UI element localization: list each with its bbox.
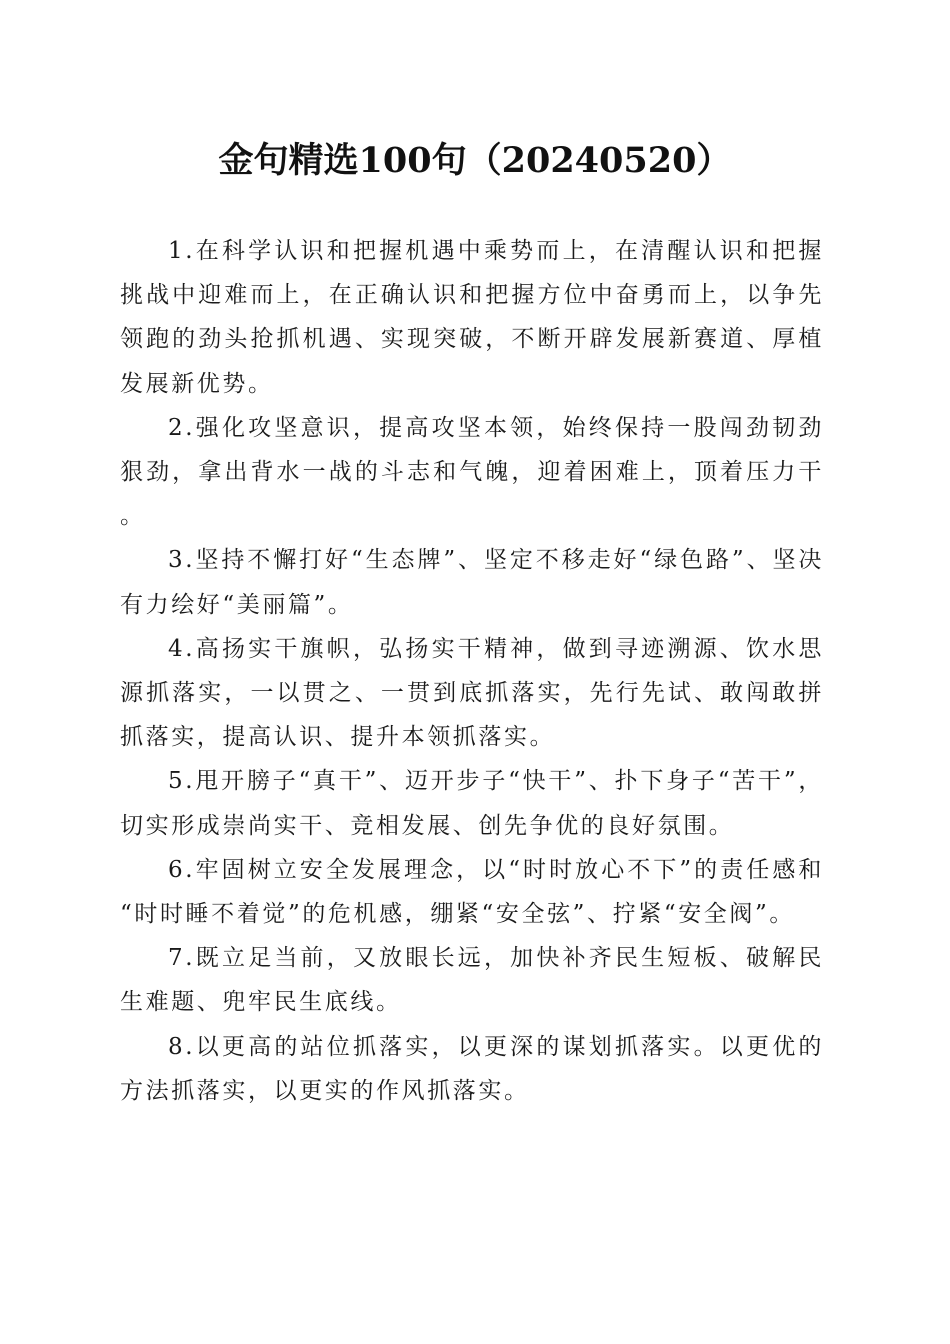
paragraph-3: 3.坚持不懈打好“生态牌”、坚定不移走好“绿色路”、坚决有力绘好“美丽篇”。 xyxy=(120,547,824,618)
paragraph-5: 5.甩开膀子“真干”、迈开步子“快干”、扑下身子“苦干”，切实形成崇尚实干、竞相发展、创先争优的良好氛围。 xyxy=(120,768,824,839)
paragraph-6: 6.牢固树立安全发展理念，以“时时放心不下”的责任感和“时时睡不着觉”的危机感，绷紧“安全弦”、拧紧“安全阀”。 xyxy=(120,856,824,928)
paragraph-2: 2.强化攻坚意识，提高攻坚本领，始终保持一股闯劲韧劲狠劲，拿出背水一战的斗志和气魄，迎着困难上，顶着压力干。 xyxy=(120,414,824,530)
paragraph-7: 7.既立足当前，又放眼长远，加快补齐民生短板、破解民生难题、兜牢民生底线。 xyxy=(120,945,824,1016)
document-title: 金句精选100句（20240520） xyxy=(218,140,732,181)
document-body xyxy=(120,229,824,1113)
paragraph-1: 1.在科学认识和把握机遇中乘势而上，在清醒认识和把握挑战中迎难而上，在正确认识和把握方位中奋勇而上，以争先领跑的劲头抢抓机遇、实现突破，不断开辟发展新赛道、厚植发展新优势。 xyxy=(120,238,824,397)
paragraph-8: 8.以更高的站位抓落实，以更深的谋划抓落实。以更优的方法抓落实，以更实的作风抓落实。 xyxy=(120,1033,824,1104)
paragraph-4: 4.高扬实干旗帜，弘扬实干精神，做到寻迹溯源、饮水思源抓落实，一以贯之、一贯到底抓落实，先行先试、敢闯敢拼抓落实，提高认识、提升本领抓落实。 xyxy=(120,635,824,751)
